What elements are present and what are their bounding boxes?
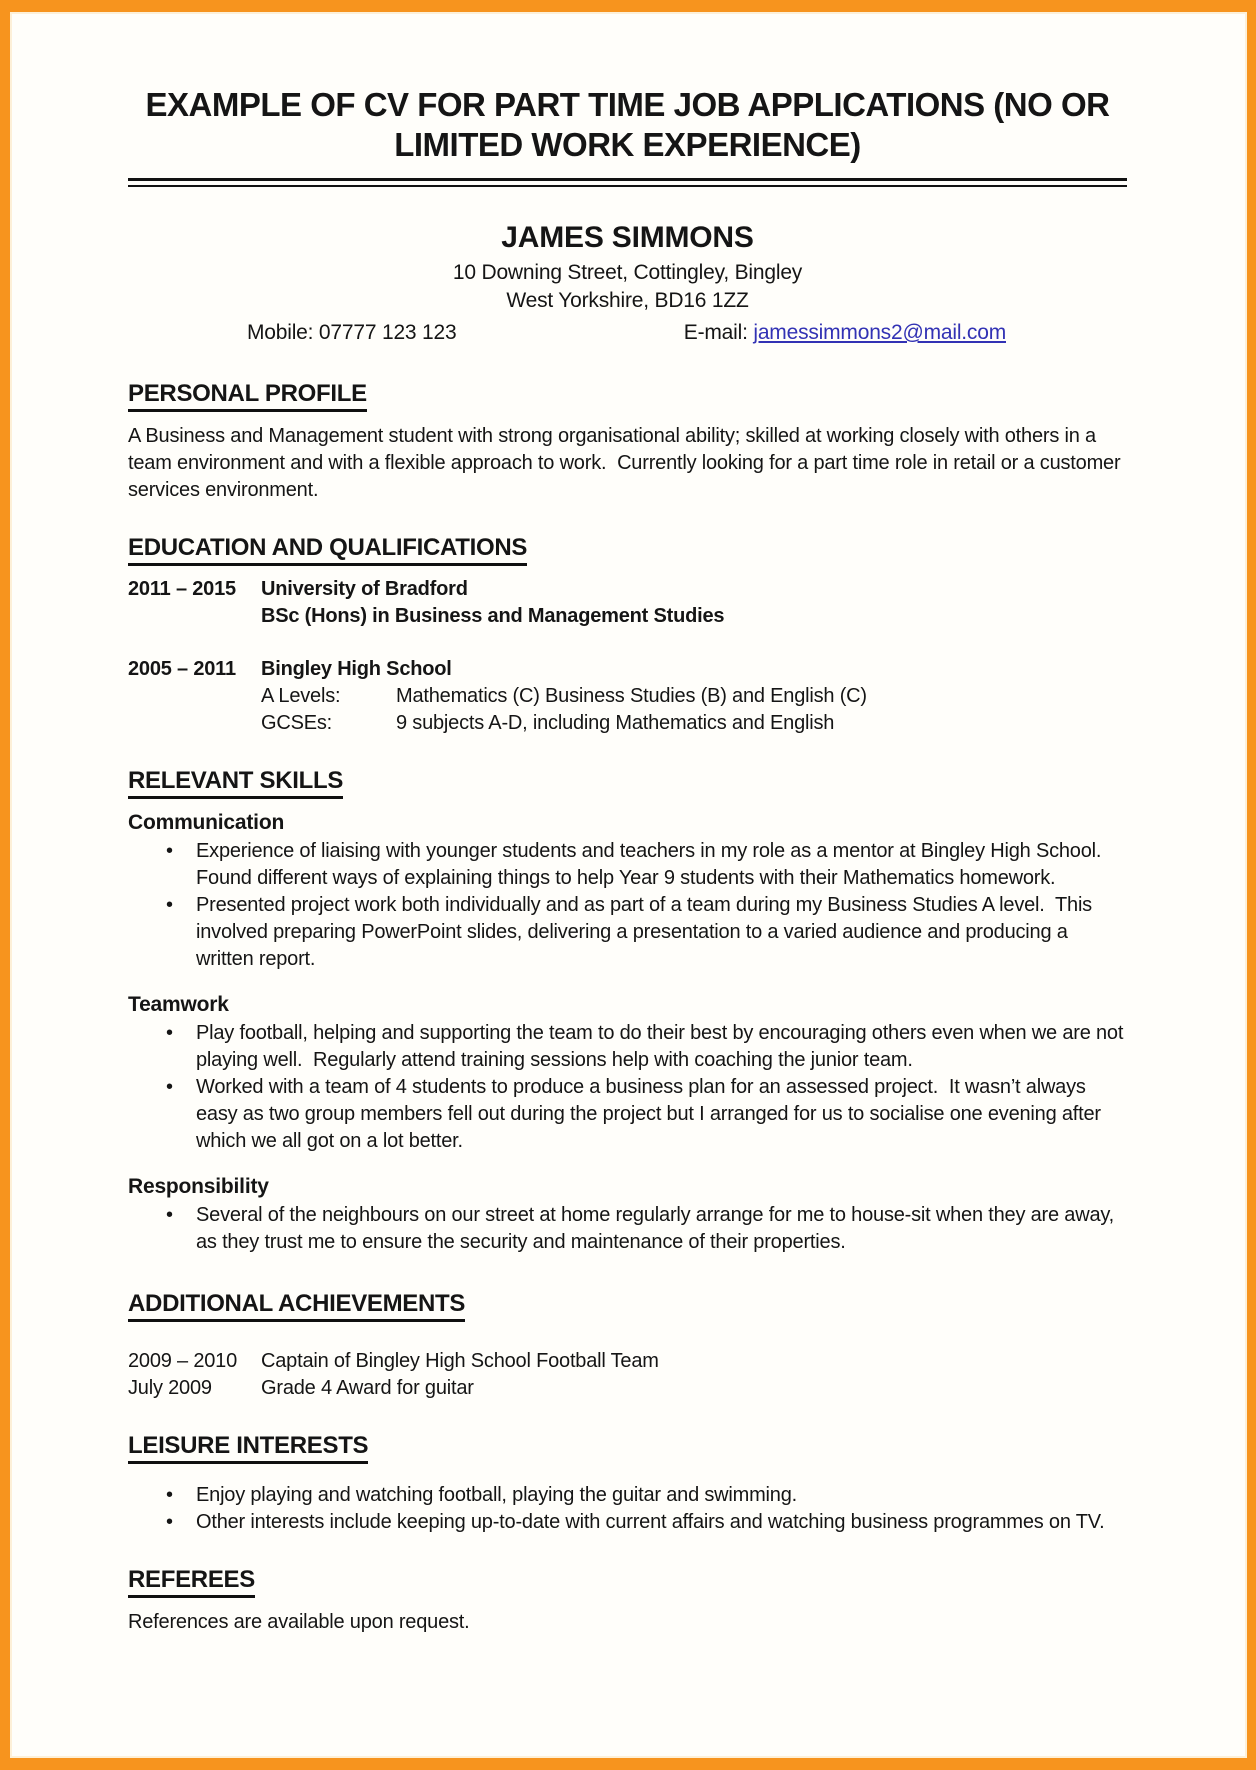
- skill-group-title-teamwork: Teamwork: [128, 993, 229, 1016]
- skill-group-title-communication: Communication: [128, 811, 285, 834]
- education-degree: BSc (Hons) in Business and Management Studies: [261, 605, 725, 627]
- contact-row: [128, 319, 1127, 346]
- page-title: [128, 85, 1127, 165]
- list-item: • Several of the neighbours on our street at home regularly arrange for me to house-sit when they are away, as they trust me to ensure the security and maintenance of their properties.: [128, 1202, 1127, 1256]
- teamwork-bullet-list: [128, 1020, 1127, 1155]
- education-dates: 2005 – 2011: [128, 658, 236, 680]
- email-label: E-mail:: [683, 321, 754, 344]
- page-title-line-2: LIMITED WORK EXPERIENCE): [394, 126, 861, 163]
- email-entry: [684, 319, 1006, 346]
- title-divider: [128, 178, 1127, 187]
- section-additional-achievements: [128, 1290, 1127, 1322]
- list-item: • Worked with a team of 4 students to produce a business plan for an assessed project. It wasn’t always easy as two group members fell out during the project but I arranged for us to socialise one evening after which we all got on a lot better.: [128, 1074, 1127, 1155]
- section-education: [128, 534, 1127, 566]
- leisure-interests-heading: LEISURE INTERESTS: [128, 1432, 368, 1464]
- skill-group-title-responsibility: Responsibility: [128, 1175, 269, 1198]
- section-leisure-interests: [128, 1432, 1127, 1464]
- achievement-row: [128, 1348, 1127, 1375]
- list-item: • Experience of liaising with younger students and teachers in my role as a mentor at Bingley High School. Found different ways of explaining things to help Year 9 students with their Mathematics homework.: [128, 838, 1127, 892]
- list-item: • Enjoy playing and watching football, playing the guitar and swimming.: [128, 1482, 1127, 1509]
- list-item: • Presented project work both individually and as part of a team during my Business Studies A level. This involved preparing PowerPoint slides, delivering a presentation to a varied audience and producing a written report.: [128, 892, 1127, 973]
- education-institution: Bingley High School: [261, 658, 452, 680]
- referees-heading: REFEREES: [128, 1566, 255, 1598]
- communication-bullet-list: [128, 838, 1127, 973]
- achievement-text: Grade 4 Award for guitar: [261, 1377, 474, 1399]
- achievement-date: July 2009: [128, 1377, 212, 1399]
- address-block: [128, 259, 1127, 315]
- email-link[interactable]: jamessimmons2@mail.com: [753, 321, 1006, 344]
- additional-achievements-heading: ADDITIONAL ACHIEVEMENTS: [128, 1290, 465, 1322]
- personal-profile-text: A Business and Management student with strong organisational ability; skilled at working closely with others in a team environment and with a flexible approach to work. Currently looking for a part time role in retail or a customer services environment.: [128, 425, 1126, 501]
- candidate-name: JAMES SIMMONS: [501, 221, 754, 254]
- education-institution: University of Bradford: [261, 578, 468, 600]
- section-personal-profile: [128, 380, 1127, 412]
- list-item: • Other interests include keeping up-to-date with current affairs and watching business programmes on TV.: [128, 1509, 1127, 1536]
- address-line-2: West Yorkshire, BD16 1ZZ: [506, 289, 749, 312]
- list-item: • Play football, helping and supporting the team to do their best by encouraging others even when we are not playing well. Regularly attend training sessions help with coaching the junior team.: [128, 1020, 1127, 1074]
- address-line-1: 10 Downing Street, Cottingley, Bingley: [452, 261, 803, 284]
- achievement-text: Captain of Bingley High School Football Team: [261, 1350, 659, 1372]
- page-title-line-1: EXAMPLE OF CV FOR PART TIME JOB APPLICATIONS (NO OR: [145, 86, 1110, 123]
- education-entry: [128, 656, 1127, 737]
- section-referees: [128, 1566, 1127, 1598]
- relevant-skills-heading: RELEVANT SKILLS: [128, 767, 343, 799]
- qualification-label: GCSEs:: [261, 712, 333, 734]
- qualification-row: [261, 683, 1127, 710]
- education-entry: [128, 576, 1127, 630]
- responsibility-bullet-list: [128, 1202, 1127, 1256]
- referees-note: References are available upon request.: [128, 1611, 470, 1633]
- mobile-number: Mobile: 07777 123 123: [247, 321, 457, 344]
- achievement-date: 2009 – 2010: [128, 1350, 238, 1372]
- achievement-row: [128, 1375, 1127, 1402]
- resume-document: [10, 12, 1247, 1758]
- qualification-value: Mathematics (C) Business Studies (B) and English (C): [396, 685, 867, 707]
- qualification-row: [261, 710, 1127, 737]
- leisure-bullet-list: [128, 1482, 1127, 1536]
- education-heading: EDUCATION AND QUALIFICATIONS: [128, 534, 527, 566]
- qualification-value: 9 subjects A-D, including Mathematics and English: [396, 712, 835, 734]
- personal-profile-heading: PERSONAL PROFILE: [128, 380, 367, 412]
- qualification-label: A Levels:: [261, 685, 341, 707]
- section-relevant-skills: [128, 767, 1127, 799]
- education-dates: 2011 – 2015: [128, 578, 236, 600]
